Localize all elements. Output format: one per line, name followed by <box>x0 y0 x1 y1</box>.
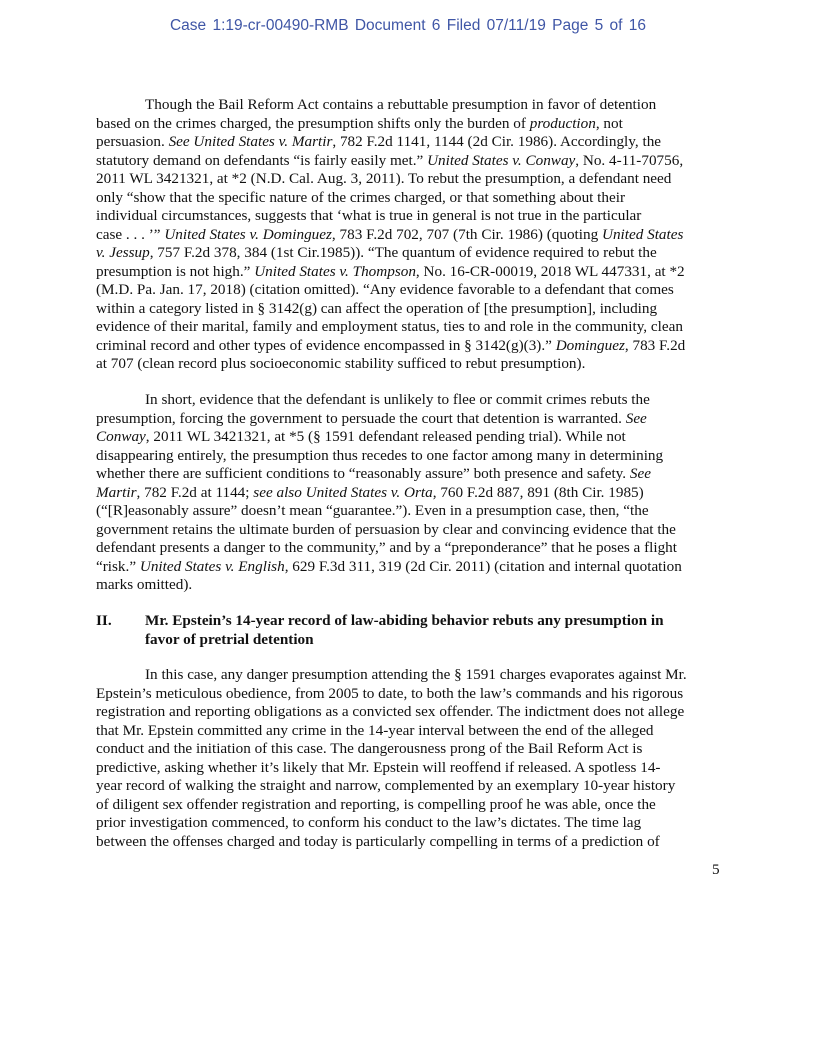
text-run: , 760 F.2d 887, 891 (8th Cir. 1985) <box>432 483 644 501</box>
text-line <box>96 152 736 171</box>
text-run: , No. 16-CR-00019, 2018 WL 447331, at *2 <box>415 262 685 280</box>
text-line <box>96 740 736 759</box>
section-number: II. <box>96 612 112 629</box>
citation-italic: Martir <box>96 483 137 501</box>
text-run: whether there are sufficient conditions to “reasonably assure” both presence and safety. <box>96 465 630 482</box>
text-run: statutory demand on defendants “is fairly easily met.” <box>96 151 428 169</box>
text-run: , No. 4-11-70756, <box>575 151 684 169</box>
citation-italic: United States v. Thompson <box>254 262 416 280</box>
text-run: presumption, forcing the government to persuade the court that detention is warranted. <box>96 409 626 427</box>
text-run: defendant presents a danger to the community,” and by a “preponderance” that he poses a flight <box>96 539 677 556</box>
text-line <box>96 722 736 741</box>
text-line <box>96 484 736 503</box>
text-line <box>96 133 736 152</box>
text-line <box>96 263 736 282</box>
text-run: disappearing entirely, the presumption thus recedes to one factor among many in determining <box>96 446 664 464</box>
page-number: 5 <box>712 861 720 878</box>
text-line <box>96 777 736 796</box>
citation-italic: See United States v. Martir <box>168 133 333 150</box>
text-line <box>96 337 736 356</box>
text-line <box>96 814 736 833</box>
citation-italic: United States <box>601 225 684 243</box>
citation-italic: See <box>625 409 647 427</box>
text-line <box>96 576 736 595</box>
text-line <box>96 189 736 208</box>
text-run: case . . . ’” <box>96 225 165 243</box>
text-run: “risk.” <box>96 557 140 575</box>
text-run: of diligent sex offender registration and reporting, is compelling proof he was able, once the <box>96 795 656 813</box>
text-line <box>96 502 736 521</box>
citation-italic: United States v. Conway <box>427 151 576 169</box>
text-run: , 783 F.2d 702, 707 (7th Cir. 1986) (quoting <box>331 225 602 243</box>
text-line <box>96 300 736 319</box>
text-line <box>96 685 736 704</box>
text-line <box>96 447 736 466</box>
citation-italic: see also United States v. Orta <box>253 483 433 501</box>
text-run: only “show that the specific nature of the crimes charged, or that something about their <box>96 188 626 206</box>
text-run: In this case, any danger presumption attending the § 1591 charges evaporates against Mr. <box>145 666 687 683</box>
text-line <box>96 115 736 134</box>
text-line <box>96 703 736 722</box>
court-filing-header: Case 1:19-cr-00490-RMB Document 6 Filed 07/11/19 Page 5 of 16 <box>169 17 647 34</box>
citation-italic: United States v. Dominguez <box>164 225 332 243</box>
text-line <box>96 833 736 852</box>
citation-italic: Conway <box>96 428 146 445</box>
citation-italic: Dominguez <box>555 336 625 354</box>
text-run: registration and reporting obligations as a convicted sex offender. The indictment does not allege <box>96 703 685 720</box>
text-run: (“[R]easonably assure” doesn’t mean “guarantee.”). Even in a presumption case, then, “the <box>96 502 649 519</box>
citation-italic: United States v. English <box>139 557 285 575</box>
text-run: that Mr. Epstein committed any crime in the 14-year interval between the end of the alleged <box>96 721 654 739</box>
text-run: , 757 F.2d 378, 384 (1st Cir.1985)). “The quantum of evidence required to rebut the <box>149 244 657 261</box>
text-run: In short, evidence that the defendant is unlikely to flee or commit crimes rebuts the <box>145 391 650 408</box>
text-run: evidence of their marital, family and employment status, ties to and role in the community, clean <box>96 318 683 335</box>
paragraph-rebuttal-evidence <box>96 391 736 595</box>
section-title-line: favor of pretrial detention <box>145 630 314 648</box>
text-line <box>96 558 736 577</box>
text-run: persuasion. <box>96 133 169 150</box>
citation-italic: v. Jessup <box>96 244 150 261</box>
text-run: , 783 F.2d <box>624 336 686 354</box>
text-run: 2011 WL 3421321, at *2 (N.D. Cal. Aug. 3, 2011). To rebut the presumption, a defendant need <box>96 170 672 187</box>
text-run: individual circumstances, suggests that ‘what is true in general is not true in the particular <box>96 207 642 224</box>
text-line <box>96 428 736 447</box>
text-line <box>96 666 736 685</box>
text-line <box>96 170 736 189</box>
citation-italic: production <box>529 114 596 132</box>
text-run: marks omitted). <box>96 576 193 593</box>
text-run: presumption is not high.” <box>96 262 255 280</box>
paragraph-law-abiding-record <box>96 666 736 851</box>
text-line <box>96 355 736 374</box>
text-run: (M.D. Pa. Jan. 17, 2018) (citation omitted). “Any evidence favorable to a defendant that comes <box>96 281 674 298</box>
text-run: government retains the ultimate burden of persuasion by clear and convincing evidence that the <box>96 520 676 538</box>
section-title-line: Mr. Epstein’s 14-year record of law-abiding behavior rebuts any presumption in <box>145 612 664 629</box>
text-run: between the offenses charged and today is particularly compelling in terms of a prediction of <box>96 832 660 850</box>
text-line <box>96 226 736 245</box>
text-line <box>96 391 736 410</box>
text-line <box>96 96 736 115</box>
citation-italic: See <box>629 465 651 482</box>
text-run: , 782 F.2d 1141, 1144 (2d Cir. 1986). Accordingly, the <box>332 133 662 150</box>
text-run: Epstein’s meticulous obedience, from 2005 to date, to both the law’s commands and his rigorous <box>96 684 684 702</box>
text-line <box>96 465 736 484</box>
text-line <box>96 244 736 263</box>
text-run: Though the Bail Reform Act contains a rebuttable presumption in favor of detention <box>145 96 657 113</box>
text-run: prior investigation commenced, to conform his conduct to the law’s dictates. The time lag <box>96 814 642 831</box>
text-line <box>96 521 736 540</box>
text-run: , 629 F.3d 311, 319 (2d Cir. 2011) (citation and internal quotation <box>284 557 682 575</box>
text-run: at 707 (clean record plus socioeconomic stability sufficed to rebut presumption). <box>96 355 586 372</box>
text-run: criminal record and other types of evidence encompassed in § 3142(g)(3).” <box>96 336 556 354</box>
text-line <box>96 410 736 429</box>
text-run: conduct and the initiation of this case. The dangerousness prong of the Bail Reform Act is <box>96 740 643 757</box>
text-line <box>96 207 736 226</box>
text-run: , 2011 WL 3421321, at *5 (§ 1591 defendant released pending trial). While not <box>145 428 626 445</box>
text-run: , 782 F.2d at 1144; <box>136 483 254 501</box>
text-line <box>96 318 736 337</box>
text-line <box>96 759 736 778</box>
text-line <box>96 796 736 815</box>
text-line <box>96 539 736 558</box>
text-run: predictive, asking whether it’s likely that Mr. Epstein will reoffend if released. A spotless 14- <box>96 758 661 776</box>
text-run: based on the crimes charged, the presumption shifts only the burden of <box>96 114 530 132</box>
text-line <box>96 281 736 300</box>
paragraph-presumption-burden <box>96 96 736 374</box>
text-run: year record of walking the straight and narrow, complemented by an exemplary 10-year history <box>96 777 676 794</box>
text-run: , not <box>595 114 623 132</box>
text-run: within a category listed in § 3142(g) can affect the operation of [the presumption], including <box>96 299 658 317</box>
